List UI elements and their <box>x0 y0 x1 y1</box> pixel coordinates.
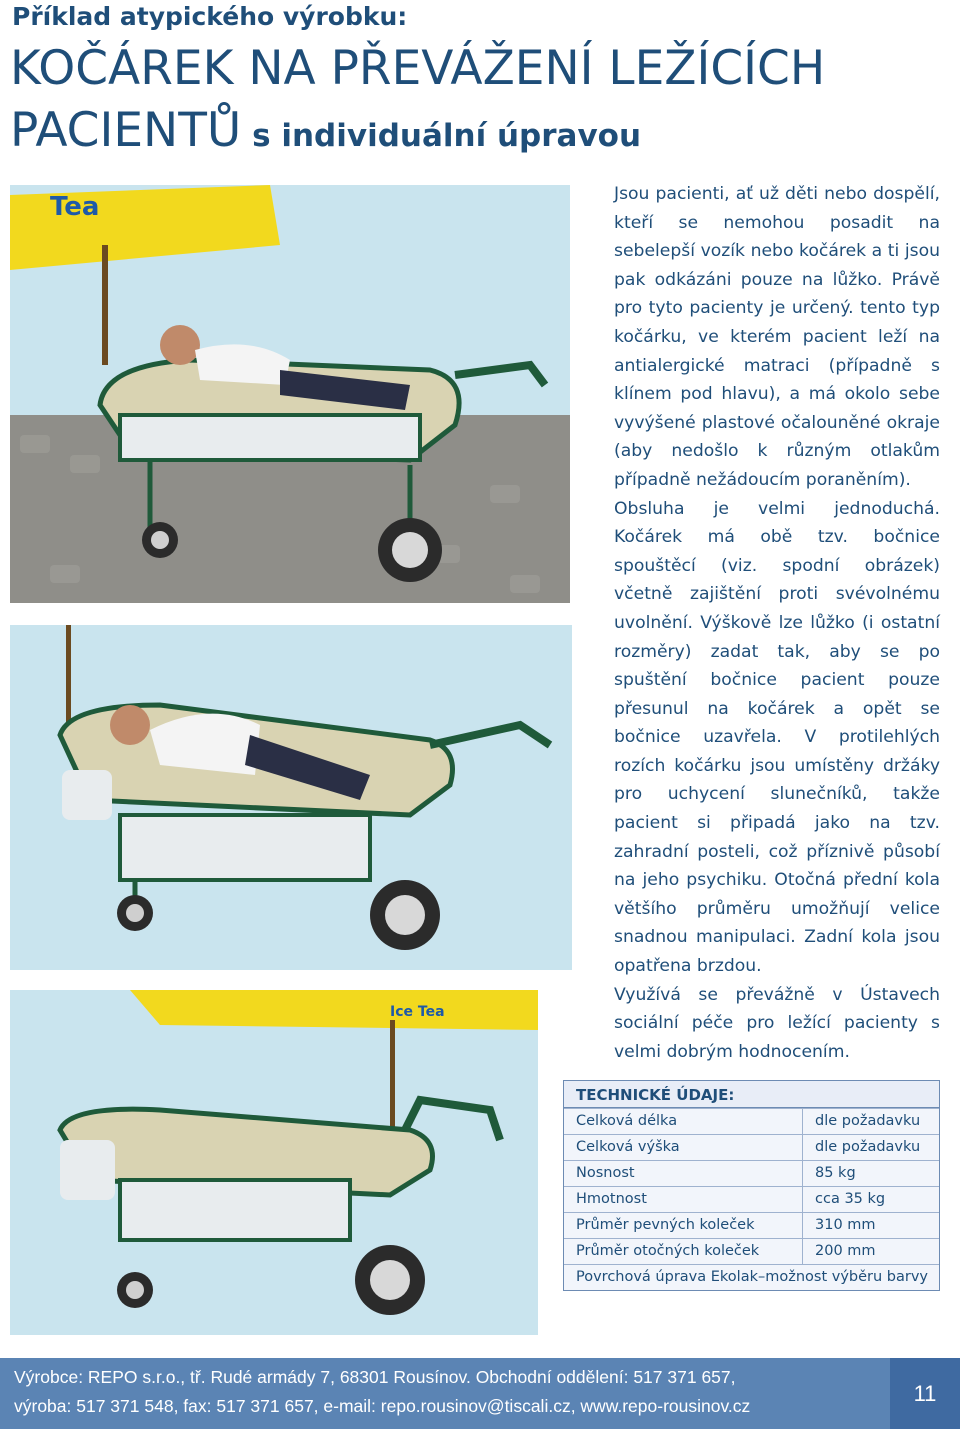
page-number: 11 <box>890 1358 960 1429</box>
description-text <box>614 180 940 1066</box>
spec-label: Průměr pevných koleček <box>564 1213 803 1239</box>
kicker-heading: Příklad atypického výrobku: <box>12 2 408 31</box>
title-line-2-big: PACIENTŮ <box>10 103 242 158</box>
spec-value: 200 mm <box>803 1239 940 1265</box>
stroller-illustration-2 <box>10 625 572 970</box>
spec-label: Průměr otočných koleček <box>564 1239 803 1265</box>
table-row <box>564 1161 939 1187</box>
description-paragraph-1: Jsou pacienti, ať už děti nebo dospělí, kteří se nemohou posadit na sebelepší vozík nebo kočárek a ti jsou pak odkázáni pouze na lůžko. Právě pro tyto pacienty je určený. tento typ kočárku, ve kterém pacient leží na antialergické matraci (případně s klínem pod hlavu), a má okolo sebe vyvýšené plastové očalouněné okraje (aby nedošlo k různým otlakům případně nežádoucím poraněním). <box>614 184 940 490</box>
spec-label: Celková výška <box>564 1135 803 1161</box>
title-line-2-small: s individuální úpravou <box>241 118 642 154</box>
footer-line-1: Výrobce: REPO s.r.o., tř. Rudé armády 7, 68301 Rousínov. Obchodní oddělení: 517 371 657, <box>14 1367 736 1387</box>
table-row <box>564 1239 939 1265</box>
table-row <box>564 1109 939 1135</box>
footer-contact <box>14 1363 884 1421</box>
spec-value: 85 kg <box>803 1161 940 1187</box>
stroller-illustration-1 <box>10 185 570 603</box>
table-row <box>564 1187 939 1213</box>
spec-label: Nosnost <box>564 1161 803 1187</box>
technical-data-table <box>563 1080 940 1291</box>
technical-data-heading: TECHNICKÉ ÚDAJE: <box>564 1081 939 1108</box>
spec-label: Hmotnost <box>564 1187 803 1213</box>
page-title <box>10 38 950 172</box>
technical-data-rows <box>564 1108 939 1290</box>
spec-value: 310 mm <box>803 1213 940 1239</box>
spec-footer-row: Povrchová úprava Ekolak–možnost výběru barvy <box>564 1265 939 1291</box>
table-row <box>564 1265 939 1291</box>
spec-value: dle požadavku <box>803 1135 940 1161</box>
footer-bar <box>0 1358 960 1429</box>
photo-stroller-bottom <box>10 990 538 1335</box>
spec-value: dle požadavku <box>803 1109 940 1135</box>
spec-label: Celková délka <box>564 1109 803 1135</box>
umbrella-logo-text-2: Ice Tea <box>390 1004 445 1020</box>
photo-stroller-middle <box>10 625 572 970</box>
title-line-1: KOČÁREK NA PŘEVÁŽENÍ LEŽÍCÍCH <box>10 41 826 96</box>
umbrella-logo-text-1: Tea <box>50 192 100 222</box>
photo-stroller-top <box>10 185 570 603</box>
table-row <box>564 1213 939 1239</box>
description-paragraph-2: Obsluha je velmi jednoduchá. Kočárek má obě tzv. bočnice spouštěcí (viz. spodní obrázek) včetně zajištění proti svévolnému uvolnění. Výškově lze lůžko (i ostatní rozměry) zadat tak, aby se po spuštění bočnice pacient pouze přesunul na kočárek a opět se bočnice uzavřela. V protilehlých rozích kočárku jsou umístěny držáky pro uchycení slunečníků, takže pacient si připadá jako na tzv. zahradní posteli, což příznivě působí na jeho psychiku. Otočná přední kola většího průměru umožňují velice snadnou manipulaci. Zadní kola jsou opatřena brzdou. <box>614 498 940 977</box>
stroller-illustration-3 <box>10 990 538 1335</box>
spec-value: cca 35 kg <box>803 1187 940 1213</box>
footer-line-2: výroba: 517 371 548, fax: 517 371 657, e-mail: repo.rousinov@tiscali.cz, www.repo-rousinov.cz <box>14 1396 751 1416</box>
description-paragraph-3: Využívá se převážně v Ústavech sociální péče pro ležící pacienty s velmi dobrým hodnocením. <box>614 984 940 1062</box>
title-line-2 <box>10 100 950 172</box>
table-row <box>564 1135 939 1161</box>
